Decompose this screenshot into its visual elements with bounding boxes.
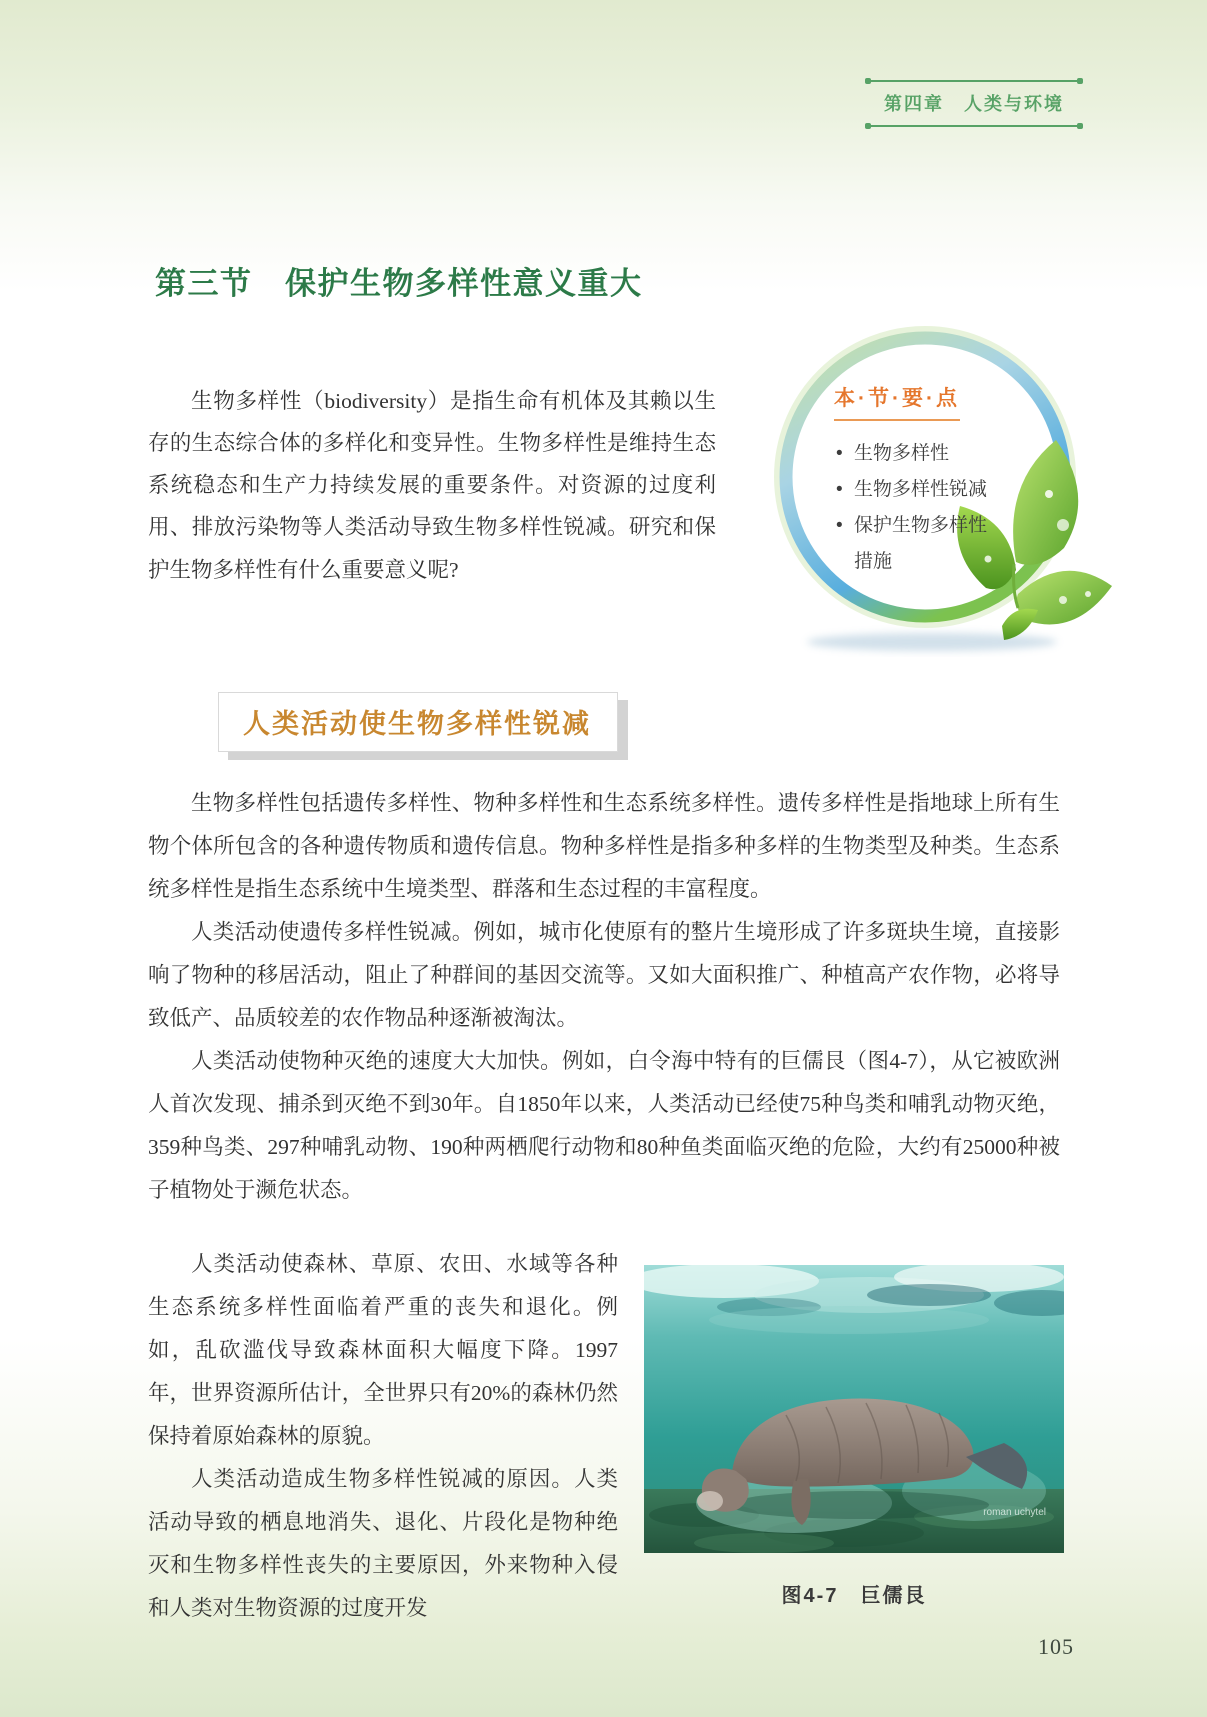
page-number: 105 bbox=[1038, 1634, 1074, 1659]
subsection-heading-box bbox=[218, 692, 618, 752]
key-points-callout bbox=[762, 322, 1112, 657]
sea-cow-photo bbox=[644, 1265, 1064, 1553]
chapter-header-rule-top bbox=[868, 80, 1080, 82]
wrapped-text-column bbox=[148, 1243, 618, 1630]
paragraph: 人类活动造成生物多样性锐减的原因。人类活动导致的栖息地消失、退化、片段化是物种绝灭和生物多样性丧失的主要原因，外来物种入侵和人类对生物资源的过度开发 bbox=[148, 1467, 618, 1620]
key-points-title: 本·节·要·点 bbox=[834, 382, 960, 421]
subsection-heading: 人类活动使生物多样性锐减 bbox=[243, 709, 591, 739]
section-title: 第三节 保护生物多样性意义重大 bbox=[155, 266, 643, 301]
paragraph: 人类活动使物种灭绝的速度大大加快。例如，白令海中特有的巨儒艮（图4-7），从它被欧洲人首次发现、捕杀到灭绝不到30年。自1850年以来，人类活动已经使75种鸟类和哺乳动物灭绝，359种鸟类、297种哺乳动物、190种两栖爬行动物和80种鱼类面临灭绝的危险，大约有25000种被子植物处于濒危状态。 bbox=[148, 1049, 1060, 1202]
paragraph: 人类活动使遗传多样性锐减。例如，城市化使原有的整片生境形成了许多斑块生境，直接影响了物种的移居活动，阻止了种群间的基因交流等。又如大面积推广、种植高产农作物，必将导致低产、品质较差的农作物品种逐渐被淘汰。 bbox=[148, 920, 1060, 1030]
text-and-figure-block bbox=[148, 1243, 1066, 1630]
chapter-header bbox=[868, 80, 1080, 127]
circle-shadow bbox=[807, 633, 1057, 651]
key-point-item: • 生物多样性 bbox=[834, 436, 994, 472]
figure-4-7 bbox=[644, 1243, 1064, 1608]
key-point-item: • 保护生物多样性措施 bbox=[834, 508, 994, 580]
paragraph: 生物多样性包括遗传多样性、物种多样性和生态系统多样性。遗传多样性是指地球上所有生物个体所包含的各种遗传物质和遗传信息。物种多样性是指多种多样的生物类型及种类。生态系统多样性是指生态系统中生境类型、群落和生态过程的丰富程度。 bbox=[148, 791, 1060, 901]
key-point-item: • 生物多样性锐减 bbox=[834, 472, 994, 508]
body-text bbox=[148, 782, 1060, 1212]
chapter-header-title: 第四章 人类与环境 bbox=[884, 94, 1064, 114]
key-points-list bbox=[834, 436, 994, 580]
figure-caption: 图4-7 巨儒艮 bbox=[781, 1585, 927, 1607]
photo-watermark: roman uchytel bbox=[983, 1507, 1046, 1518]
chapter-header-rule-bottom bbox=[868, 125, 1080, 127]
paragraph: 人类活动使森林、草原、农田、水域等各种生态系统多样性面临着严重的丧失和退化。例如，乱砍滥伐导致森林面积大幅度下降。1997年，世界资源所估计，全世界只有20%的森林仍然保持着原始森林的原貌。 bbox=[148, 1252, 618, 1448]
key-points-content bbox=[834, 382, 1062, 580]
intro-paragraph: 生物多样性（biodiversity）是指生命有机体及其赖以生存的生态综合体的多样化和变异性。生物多样性是维持生态系统稳态和生产力持续发展的重要条件。对资源的过度利用、排放污染物等人类活动导致生物多样性锐减。研究和保护生物多样性有什么重要意义呢? bbox=[148, 389, 716, 582]
